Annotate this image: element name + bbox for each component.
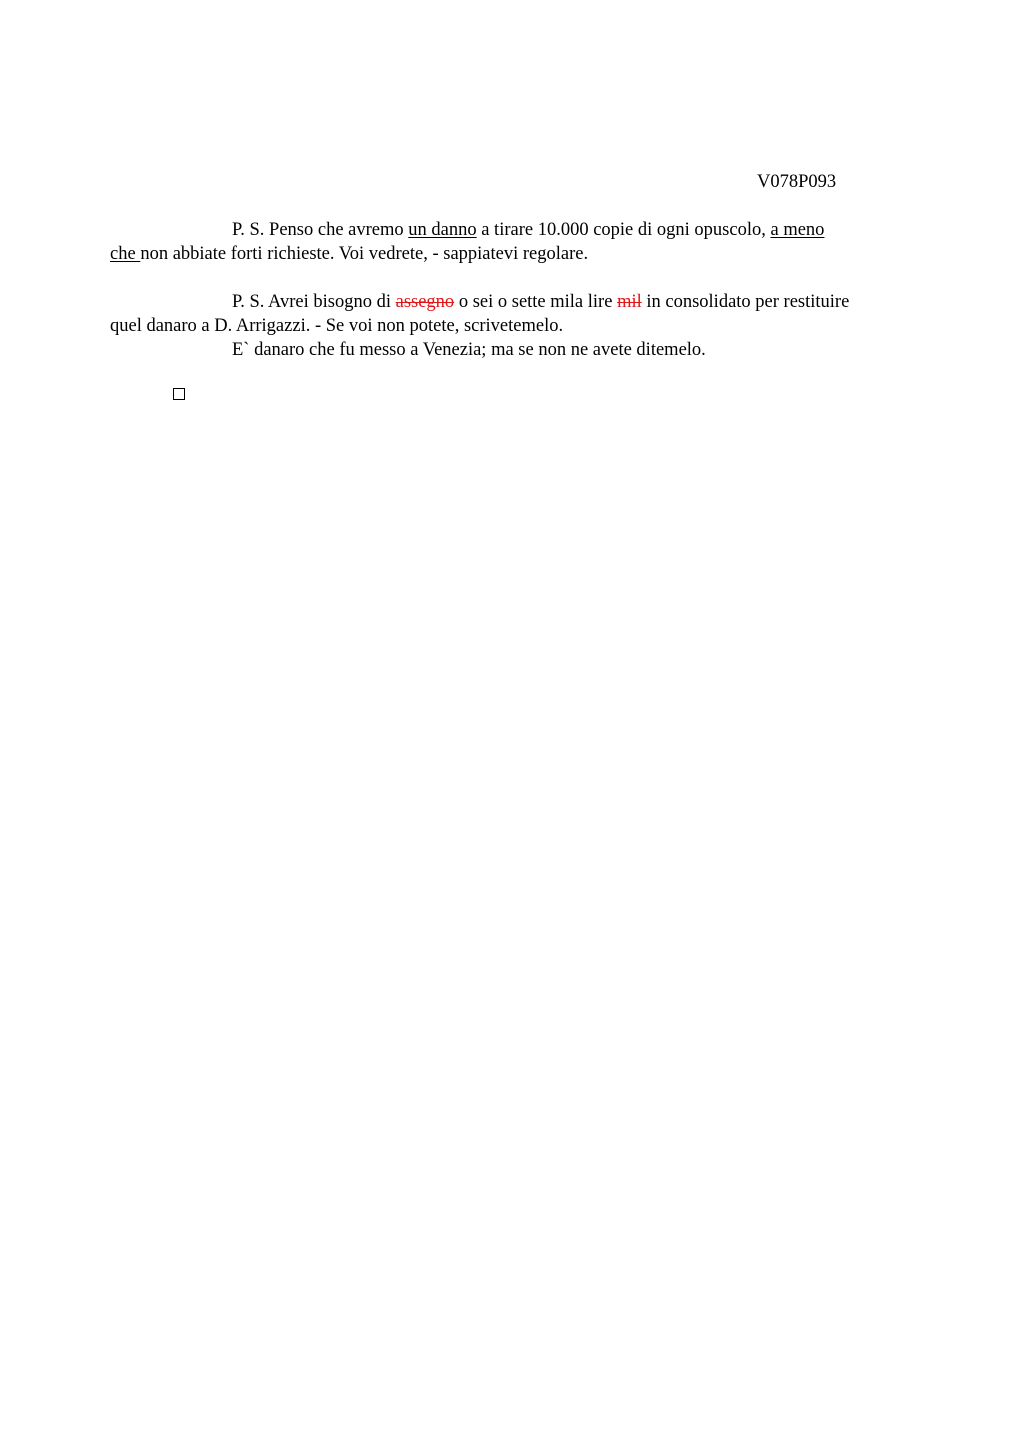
underlined-text: a meno xyxy=(770,220,825,240)
paragraph-line: E` danaro che fu messo a Venezia; ma se non ne avete ditemelo. xyxy=(232,340,706,360)
text-run: in consolidato per restituire xyxy=(641,292,850,312)
underlined-text: un danno xyxy=(408,220,477,240)
text-run: P. S. Penso che avremo xyxy=(232,220,409,240)
postscript-paragraph-3 xyxy=(171,338,931,362)
deleted-text: mil xyxy=(617,292,642,312)
empty-box-icon xyxy=(173,388,185,400)
paragraph-spacer xyxy=(171,266,931,290)
postscript-paragraph-2 xyxy=(110,290,931,338)
paragraph-line xyxy=(110,242,931,266)
letter-body xyxy=(110,218,931,362)
deleted-text: assegno xyxy=(395,292,455,312)
page-identifier: V078P093 xyxy=(757,172,837,192)
text-run: o sei o sette mila lire xyxy=(454,292,618,312)
paragraph-line xyxy=(171,218,931,242)
underlined-text: che xyxy=(110,244,141,264)
postscript-paragraph-1 xyxy=(110,218,931,266)
text-run: non abbiate forti richieste. Voi vedrete, - sappiatevi regolare. xyxy=(140,244,589,264)
paragraph-line xyxy=(171,290,931,314)
paragraph-line: quel danaro a D. Arrigazzi. - Se voi non potete, scrivetemelo. xyxy=(110,316,564,336)
text-run: P. S. Avrei bisogno di xyxy=(232,292,396,312)
text-run: a tirare 10.000 copie di ogni opuscolo, xyxy=(476,220,771,240)
